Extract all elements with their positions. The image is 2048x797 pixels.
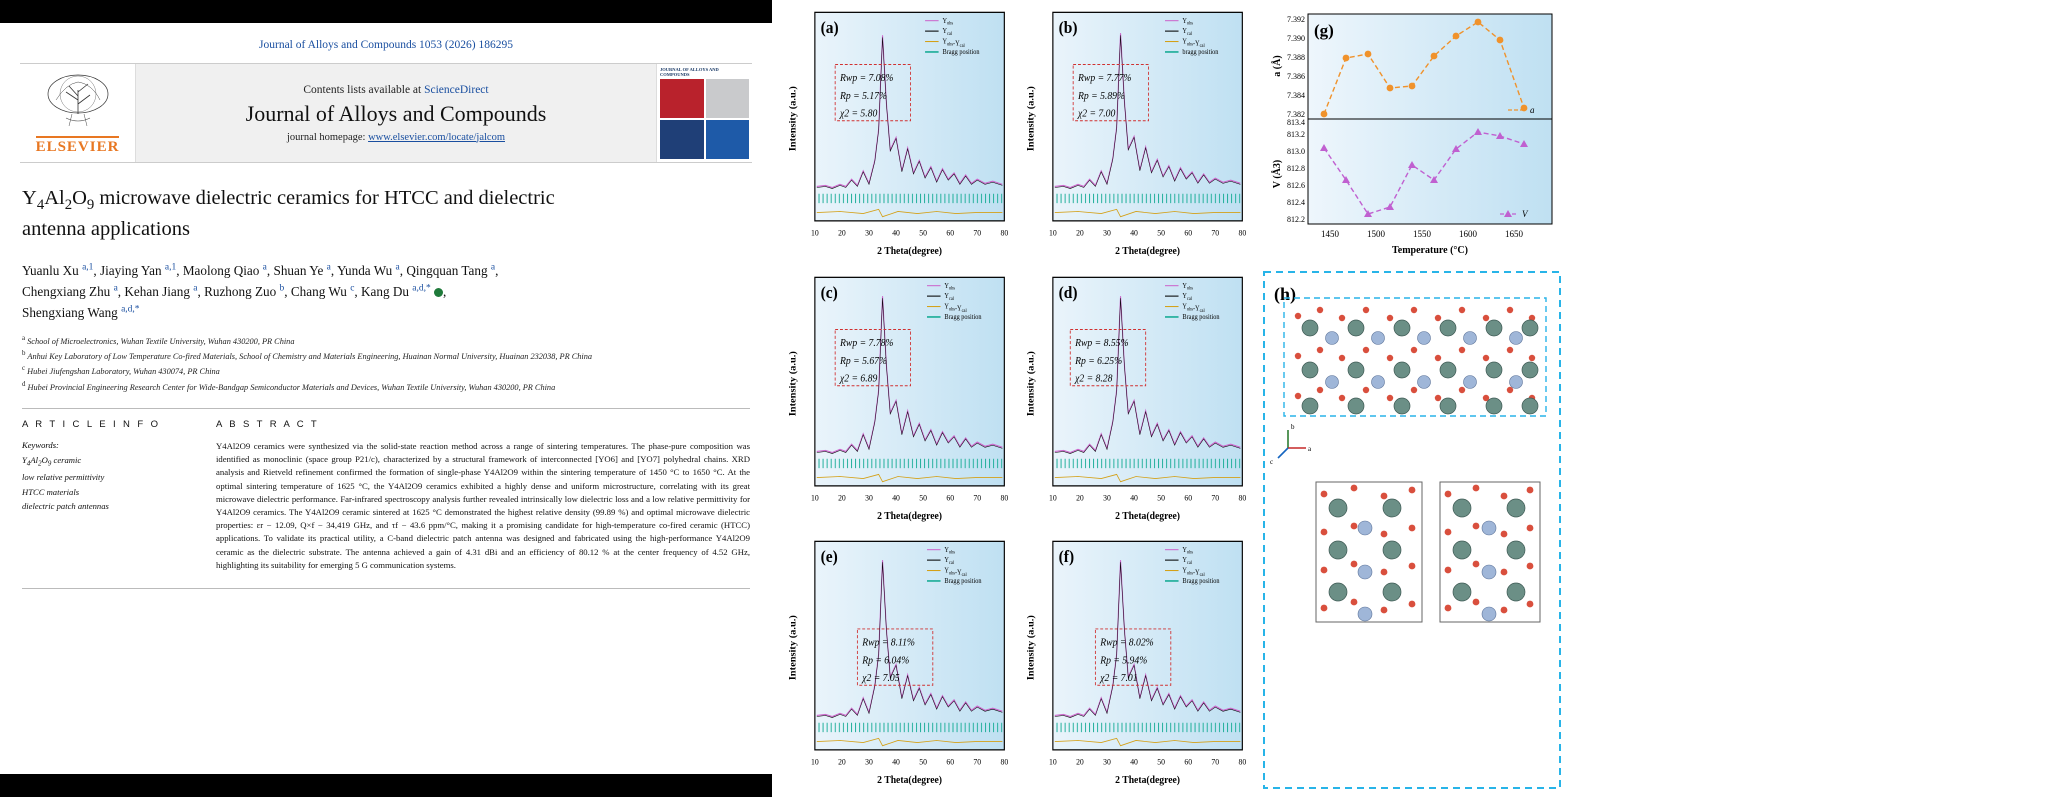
svg-text:70: 70 — [973, 228, 982, 238]
xrd-rwp-d: Rwp = 8.55% — [1075, 337, 1129, 349]
xrd-label-f: (f) — [1058, 549, 1075, 567]
g-ylabel-bottom: V (Å3) — [1272, 159, 1283, 189]
author-line-3: Shengxiang Wang $^{a,d,*}$ — [22, 304, 140, 320]
keyword-1: $Y_4Al_2O_9$ ceramic — [22, 454, 82, 468]
svg-text:60: 60 — [946, 757, 955, 767]
svg-text:Yobs-Ycal: $Y_{obs}-Y_{cal}$ — [1182, 567, 1205, 578]
g-ytick-bot-2: 812.6 — [1287, 181, 1305, 190]
svg-text:Ycal: $Y_{cal}$ — [1182, 292, 1192, 301]
xrd-chart-e — [782, 533, 1014, 794]
svg-text:40: 40 — [1130, 492, 1138, 503]
xrd-panel-grid — [782, 4, 1252, 794]
article-title-line-2: antenna applications — [22, 218, 190, 241]
svg-text:30: 30 — [1103, 757, 1111, 767]
elsevier-wordmark: ELSEVIER — [36, 136, 120, 156]
g-ytick-bot-4: 813.0 — [1287, 147, 1305, 156]
svg-text:60: 60 — [946, 492, 955, 503]
page-title — [22, 185, 750, 244]
figure-panel — [772, 0, 2048, 797]
bragg-positions-c — [817, 458, 1003, 467]
svg-text:Yobs: $Y_{obs}$ — [1182, 282, 1193, 291]
journal-masthead — [20, 63, 752, 163]
svg-text:80: 80 — [1238, 757, 1247, 767]
xrd-chi2-f: χ2 = 7.01 — [1100, 673, 1138, 685]
svg-text:40: 40 — [892, 492, 900, 503]
author-line-1: Yuanlu Xu $^{a,1}$, Jiaying Yan $^{a,1}$, Maolong Qiao $^a$, Shuan Ye $^a$, Yunda Wu $^a$, Qingquan Tang $^a$, — [22, 262, 499, 278]
keyword-4: dielectric patch antennas — [22, 500, 109, 511]
g-xtick-4: 1650 — [1505, 229, 1523, 239]
panel-g-lattice-plot — [1262, 4, 1562, 264]
elsevier-tree-icon — [36, 70, 120, 134]
keyword-3: HTCC materials — [22, 486, 80, 497]
xrd-xlabel-c: 2 Theta(degree) — [877, 510, 943, 523]
axis-label-b: b — [1291, 423, 1295, 431]
g-ytick-top-5: 7.392 — [1287, 15, 1305, 24]
axis-label-a: a — [1308, 445, 1312, 453]
keyword-2: low relative permittivity — [22, 472, 105, 483]
journal-title: Journal of Alloys and Compounds — [245, 100, 547, 126]
xrd-ylabel-e: Intensity (a.u.) — [787, 615, 799, 681]
svg-text:50: 50 — [1157, 492, 1165, 503]
g-ytick-bot-1: 812.4 — [1287, 198, 1305, 207]
xrd-label-b: (b) — [1058, 19, 1078, 38]
svg-text:Yobs-Ycal: $Y_{obs}-Y_{cal}$ — [942, 38, 965, 48]
xrd-chi2-c: χ2 = 6.89 — [840, 372, 878, 385]
xrd-panel-b — [1020, 4, 1252, 265]
keywords-heading: Keywords: — [22, 439, 59, 450]
xrd-rp-a: Rp = 5.17% — [840, 90, 888, 102]
bragg-positions-d — [1055, 458, 1241, 467]
svg-text:10: 10 — [811, 228, 819, 238]
svg-text:20: 20 — [1076, 228, 1084, 238]
xrd-panel-c — [782, 269, 1014, 530]
svg-text:Bragg position: Bragg position — [944, 578, 982, 586]
svg-text:40: 40 — [892, 757, 900, 767]
svg-text:80: 80 — [1000, 492, 1009, 503]
xrd-rwp-e: Rwp = 8.11% — [862, 637, 915, 650]
xrd-ylabel-a: Intensity (a.u.) — [787, 86, 799, 152]
svg-text:Ycal: $Y_{cal}$ — [944, 292, 954, 301]
svg-text:20: 20 — [1076, 492, 1084, 503]
xrd-rp-d: Rp = 6.25% — [1075, 355, 1123, 367]
axis-label-c: c — [1270, 458, 1274, 466]
svg-text:20: 20 — [838, 228, 846, 238]
paper-first-page — [0, 23, 772, 774]
g-xtick-0: 1450 — [1321, 229, 1339, 239]
xrd-chart-d — [1020, 269, 1252, 530]
info-abstract-row — [22, 419, 750, 572]
svg-text:20: 20 — [838, 757, 846, 767]
svg-text:80: 80 — [1000, 757, 1009, 767]
svg-text:30: 30 — [1103, 492, 1111, 503]
svg-text:Yobs-Ycal: $Y_{obs}-Y_{cal}$ — [944, 567, 967, 578]
g-xtick-2: 1550 — [1413, 229, 1431, 239]
abstract-text: Y4Al2O9 ceramics were synthesized via the solid-state reaction method across a range of sintering temperatures. The phase-pure composition was identified as monoclinic (space group P21/c), characterized by a structural framework of interconnected [YO6] and [YO7] polyhedral chains. XRD analysis and Rietveld refinement confirmed the formation of single-phase Y4Al2O9 within the sintering temperature of 1450 °C to 1650 °C. At the optimal sintering temperature of 1625 °C, the Y4Al2O9 ceramics exhibited a highly dense and uniform microstructure, correlating with its great microwave dielectric performance. Far-infrared spectroscopy analysis further revealed intrinsically low dielectric loss and a low relative permittivity for Y4Al2O9 ceramics. The Y4Al2O9 ceramic sintered at 1625 °C demonstrated the highest relative density (99.89 %) and optimal microwave dielectric properties: εr − 12.09, Q×f − 34,419 GHz, and τf − 43.6 ppm/°C, making it a promising candidate for high-temperature co-fired ceramic (HTCC) applications. To validate its practical utility, a C-band dielectric patch antenna was designed and fabricated using the high-performance Y4Al2O9 ceramic as the dielectric substrate. The antenna achieved a gain of 4.31 dBi and an efficiency of 80.12 % at the center frequency of 4.52 GHz, highlighting its suitability for emerging 5 G communication systems. — [216, 440, 750, 570]
abstract-column — [216, 419, 750, 572]
svg-text:80: 80 — [1000, 228, 1009, 238]
g-ytick-top-2: 7.386 — [1287, 72, 1305, 81]
cover-color-grid — [660, 79, 749, 159]
xrd-rp-f: Rp = 5.94% — [1100, 655, 1148, 667]
xrd-rwp-b: Rwp = 7.77% — [1078, 72, 1132, 85]
xrd-chart-b — [1020, 4, 1252, 265]
panel-h-crystal-structure — [1262, 270, 1562, 790]
xrd-chi2-e: χ2 = 7.05 — [862, 673, 900, 685]
g-xtick-3: 1600 — [1459, 229, 1477, 239]
g-ytick-top-0: 7.382 — [1287, 110, 1305, 119]
affiliation-c: $^c$ Hubei Jiufengshan Laboratory, Wuhan 430074, PR China — [22, 365, 220, 377]
xrd-panel-d — [1020, 269, 1252, 530]
svg-text:60: 60 — [946, 228, 955, 238]
svg-text:30: 30 — [865, 757, 873, 767]
journal-cover-thumbnail — [656, 64, 752, 162]
article-info-heading: A R T I C L E I N F O — [22, 418, 161, 430]
panel-h-label: (h) — [1274, 284, 1296, 304]
divider-bottom — [22, 588, 750, 589]
affiliation-b: $^b$ Anhui Key Laboratory of Low Temperature Co-fired Materials, School of Chemistry and Materials Engineering, Huainan Normal University, Huainan 232038, PR China — [22, 350, 593, 362]
affiliation-a: $^a$ School of Microelectronics, Wuhan Textile University, Wuhan 430200, PR China — [22, 335, 295, 346]
svg-text:20: 20 — [838, 492, 846, 503]
xrd-chi2-b: χ2 = 7.00 — [1078, 108, 1116, 120]
sciencedirect-link[interactable]: ScienceDirect — [424, 83, 489, 96]
xrd-label-c: (c) — [820, 284, 838, 302]
xrd-label-d: (d) — [1058, 284, 1078, 302]
g-ytick-bot-3: 812.8 — [1287, 164, 1305, 173]
svg-text:Yobs: $Y_{obs}$ — [944, 546, 955, 555]
svg-text:10: 10 — [1049, 228, 1057, 238]
svg-text:30: 30 — [865, 492, 873, 503]
cover-title: JOURNAL OF ALLOYS AND COMPOUNDS — [660, 67, 719, 78]
xrd-rp-c: Rp = 5.67% — [840, 355, 888, 367]
xrd-chart-a — [782, 4, 1014, 265]
journal-reference: Journal of Alloys and Compounds 1053 (2026) 186295 — [259, 39, 513, 51]
g-ytick-bot-5: 813.2 — [1287, 130, 1305, 139]
xrd-xlabel-d: 2 Theta(degree) — [1115, 510, 1181, 523]
g-ylabel-top: a (Å) — [1272, 55, 1283, 77]
bragg-positions-a — [817, 194, 1003, 203]
affiliation-d: $^d$ Hubei Provincial Engineering Research Center for Wide-Bandgap Semiconductor Materials and Devices, Wuhan Textile University, Wuhan 430200, PR China — [22, 380, 556, 392]
svg-text:50: 50 — [919, 228, 927, 238]
svg-text:bragg position: bragg position — [1182, 48, 1219, 57]
svg-text:40: 40 — [1130, 228, 1138, 238]
svg-text:Yobs-Ycal: $Y_{obs}-Y_{cal}$ — [1182, 38, 1205, 48]
xrd-panel-f — [1020, 533, 1252, 794]
svg-text:Yobs-Ycal: $Y_{obs}-Y_{cal}$ — [944, 303, 967, 313]
xrd-rwp-f: Rwp = 8.02% — [1100, 637, 1154, 650]
svg-text:80: 80 — [1238, 492, 1247, 503]
svg-text:Bragg position: Bragg position — [944, 313, 982, 321]
svg-text:Ycal: $Y_{cal}$ — [1182, 557, 1193, 566]
svg-text:60: 60 — [1184, 757, 1193, 767]
xrd-xlabel-f: 2 Theta(degree) — [1115, 775, 1181, 787]
bragg-positions-e — [817, 723, 1003, 732]
svg-text:20: 20 — [1076, 757, 1084, 767]
author-list — [22, 260, 750, 323]
svg-text:Bragg position: Bragg position — [1182, 313, 1220, 321]
bragg-positions-b — [1055, 194, 1241, 203]
homepage-prefix: journal homepage: — [287, 131, 369, 143]
xrd-xlabel-a: 2 Theta(degree) — [877, 245, 943, 258]
journal-homepage-link[interactable]: www.elsevier.com/locate/jalcom — [368, 131, 505, 143]
xrd-label-e: (e) — [820, 549, 838, 567]
xrd-chi2-a: χ2 = 5.80 — [840, 108, 878, 120]
xrd-rp-b: Rp = 5.89% — [1078, 90, 1126, 102]
elsevier-logo — [20, 64, 135, 162]
svg-text:40: 40 — [1130, 757, 1138, 767]
svg-text:50: 50 — [919, 757, 927, 767]
g-xlabel: Temperature (°C) — [1392, 245, 1468, 256]
svg-text:Yobs: $Y_{obs}$ — [942, 17, 954, 26]
svg-text:Bragg position: Bragg position — [942, 48, 980, 57]
g-xtick-1: 1500 — [1367, 229, 1385, 239]
xrd-label-a: (a) — [820, 19, 839, 38]
svg-text:80: 80 — [1238, 228, 1247, 238]
svg-text:Ycal: $Y_{cal}$ — [1182, 28, 1193, 36]
g-ytick-bot-6: 813.4 — [1287, 118, 1305, 127]
xrd-ylabel-f: Intensity (a.u.) — [1025, 615, 1037, 681]
article-info-column — [22, 419, 190, 572]
xrd-ylabel-b: Intensity (a.u.) — [1025, 86, 1037, 152]
g-ytick-top-3: 7.388 — [1287, 53, 1305, 62]
svg-text:70: 70 — [1211, 228, 1220, 238]
masthead-center — [135, 64, 656, 162]
xrd-xlabel-e: 2 Theta(degree) — [877, 775, 943, 787]
a-legend-label: a — [1530, 105, 1535, 115]
svg-text:10: 10 — [1049, 492, 1057, 503]
article-title-line-1: $Y_4Al_2O_9$ microwave dielectric ceramics for HTCC and dielectric — [22, 187, 555, 214]
svg-text:70: 70 — [973, 492, 982, 503]
xrd-xlabel-b: 2 Theta(degree) — [1115, 245, 1181, 258]
contents-line — [303, 84, 488, 96]
svg-text:30: 30 — [865, 228, 873, 238]
svg-text:Yobs: $Y_{obs}$ — [944, 282, 955, 291]
svg-text:10: 10 — [811, 492, 819, 503]
abstract-heading: A B S T R A C T — [216, 418, 320, 430]
svg-text:Yobs: $Y_{obs}$ — [1182, 17, 1193, 26]
svg-text:50: 50 — [919, 492, 927, 503]
xrd-chi2-d: χ2 = 8.28 — [1075, 372, 1113, 385]
g-ytick-top-4: 7.390 — [1287, 34, 1305, 43]
cover-swatch-gray — [706, 79, 750, 118]
svg-text:50: 50 — [1157, 228, 1165, 238]
svg-text:Ycal: $Y_{cal}$ — [942, 28, 953, 36]
xrd-rp-e: Rp = 6.04% — [862, 655, 910, 667]
cover-swatch-red — [660, 79, 704, 118]
lattice-chart — [1262, 4, 1562, 264]
orcid-icon — [434, 288, 443, 297]
svg-text:70: 70 — [973, 757, 982, 767]
svg-text:Bragg position: Bragg position — [1182, 578, 1220, 586]
xrd-ylabel-d: Intensity (a.u.) — [1025, 350, 1037, 416]
svg-text:40: 40 — [892, 228, 900, 238]
g-ytick-top-1: 7.384 — [1287, 91, 1305, 100]
panel-g-label: (g) — [1314, 21, 1334, 40]
crystal-structure-diagram — [1262, 270, 1562, 790]
svg-text:70: 70 — [1211, 492, 1220, 503]
xrd-panel-a — [782, 4, 1014, 265]
bragg-positions-f — [1055, 723, 1241, 732]
cover-swatch-navy — [660, 120, 704, 159]
svg-text:70: 70 — [1211, 757, 1220, 767]
cover-swatch-blue — [706, 120, 750, 159]
svg-text:Ycal: $Y_{cal}$ — [944, 557, 955, 566]
g-ytick-bot-0: 812.2 — [1287, 215, 1305, 224]
xrd-chart-f — [1020, 533, 1252, 794]
divider-top — [22, 408, 750, 409]
xrd-chart-c — [782, 269, 1014, 530]
svg-text:Yobs-Ycal: $Y_{obs}-Y_{cal}$ — [1182, 303, 1205, 313]
xrd-panel-e — [782, 533, 1014, 794]
contents-prefix: Contents lists available at — [303, 83, 425, 96]
svg-text:50: 50 — [1157, 757, 1165, 767]
xrd-ylabel-c: Intensity (a.u.) — [787, 350, 799, 416]
svg-text:30: 30 — [1103, 228, 1111, 238]
svg-text:60: 60 — [1184, 228, 1193, 238]
author-line-2: Chengxiang Zhu $^a$, Kehan Jiang $^a$, Ruzhong Zuo $^b$, Chang Wu $^c$, Kang Du $^{a,d,*}$ , — [22, 283, 447, 299]
xrd-rwp-a: Rwp = 7.08% — [840, 72, 894, 85]
svg-text:10: 10 — [811, 757, 819, 767]
homepage-line — [287, 132, 505, 143]
xrd-rwp-c: Rwp = 7.78% — [840, 337, 894, 349]
svg-text:10: 10 — [1049, 757, 1057, 767]
v-legend-label: V — [1522, 209, 1528, 219]
svg-text:Yobs: $Y_{obs}$ — [1182, 546, 1193, 555]
svg-text:60: 60 — [1184, 492, 1193, 503]
affiliations — [22, 333, 750, 394]
